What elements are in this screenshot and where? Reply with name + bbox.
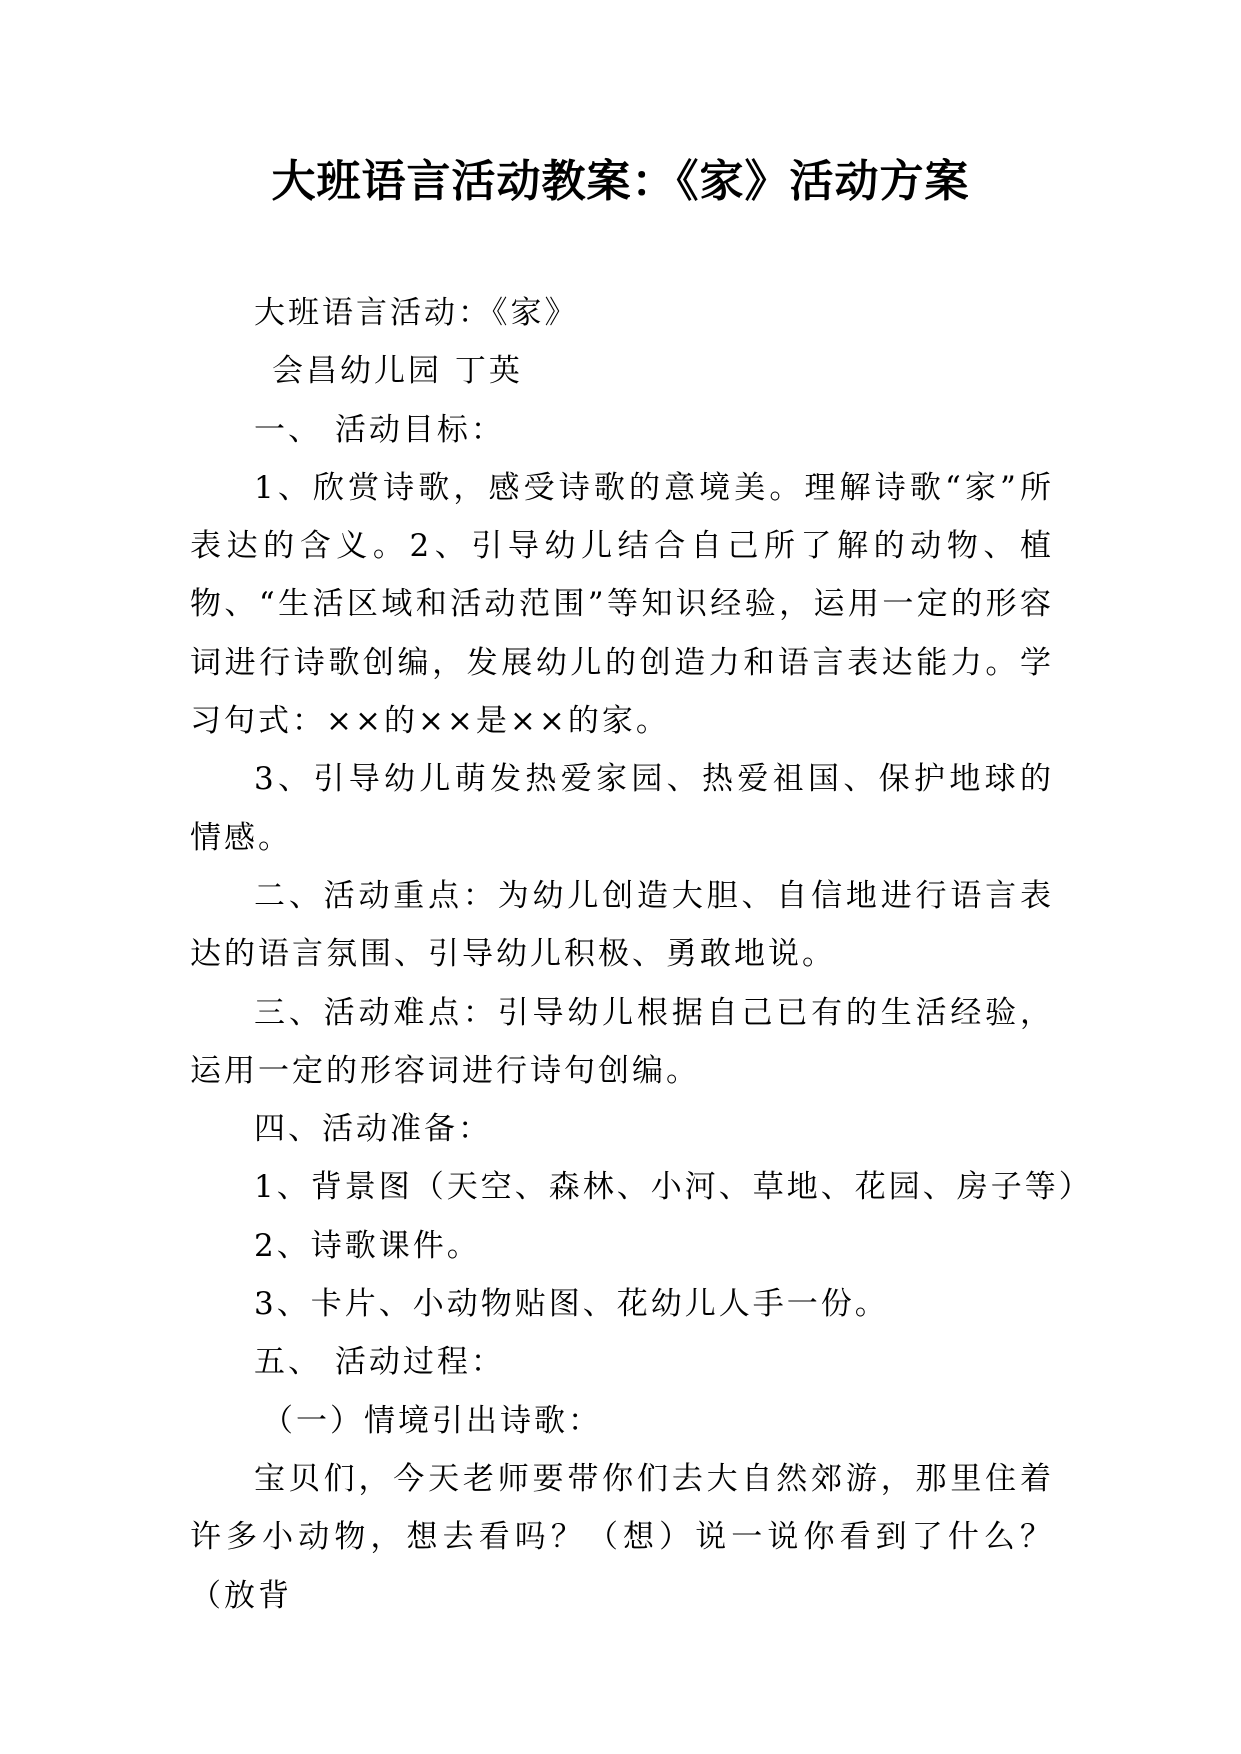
paragraph-activity-name: 大班语言活动：《家》 <box>254 295 579 331</box>
paragraph-prep-3: 3、卡片、小动物贴图、花幼儿人手一份。 <box>254 1286 889 1323</box>
paragraph-process-intro: 宝贝们，今天老师要带你们去大自然郊游，那里住着许多小动物，想去看吗？（想）说一说你看到了什么？（放背 <box>190 1460 1054 1614</box>
document-body <box>190 284 1093 1625</box>
paragraph-process-step-1: （一）情境引出诗歌： <box>262 1402 602 1439</box>
paragraph-section-preparation: 四、活动准备： <box>254 1111 492 1148</box>
paragraph-author: 会昌幼儿园 丁英 <box>272 353 523 390</box>
paragraph-section-key-points: 二、活动重点：为幼儿创造大胆、自信地进行语言表达的语言氛围、引导幼儿积极、勇敢地说。 <box>190 877 1054 973</box>
paragraph-prep-1: 1、背景图（天空、森林、小河、草地、花园、房子等） <box>254 1169 1093 1206</box>
paragraph-section-process: 五、 活动过程： <box>254 1344 505 1381</box>
paragraph-goal-3: 3、引导幼儿萌发热爱家园、热爱祖国、保护地球的情感。 <box>190 761 1054 856</box>
paragraph-section-goals: 一、 活动目标： <box>254 411 505 448</box>
document-title: 大班语言活动教案：《家》活动方案 <box>271 156 970 207</box>
paragraph-prep-2: 2、诗歌课件。 <box>254 1227 481 1264</box>
paragraph-goal-1-2: 1、欣赏诗歌，感受诗歌的意境美。理解诗歌“家”所表达的含义。2、引导幼儿结合自己所了解的动物、植物、“生活区域和活动范围”等知识经验，运用一定的形容词进行诗歌创编，发展幼儿的创造力和语言表达能力。学习句式：××的××是××的家。 <box>190 469 1054 740</box>
paragraph-section-difficulties: 三、活动难点：引导幼儿根据自己已有的生活经验，运用一定的形容词进行诗句创编。 <box>190 994 1054 1089</box>
